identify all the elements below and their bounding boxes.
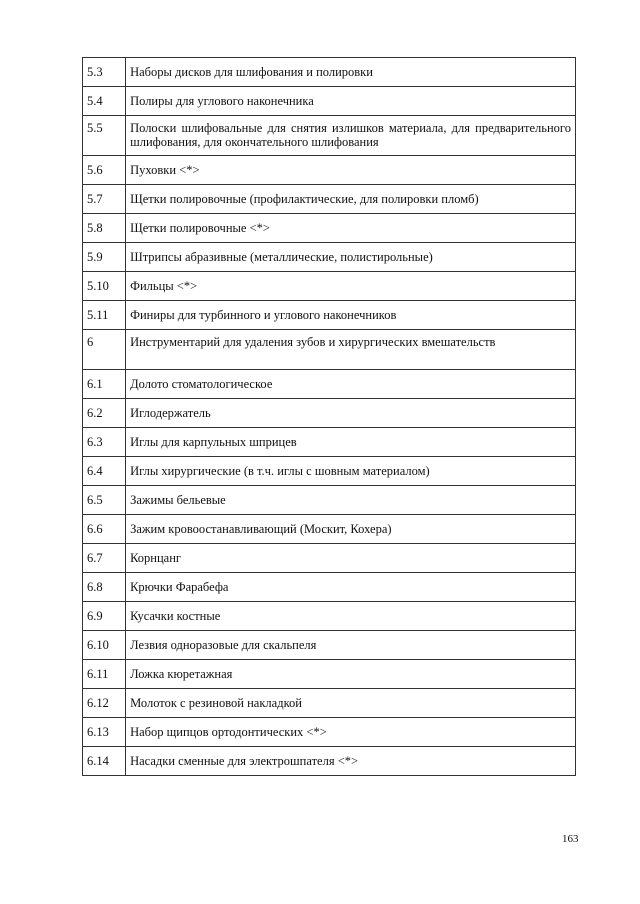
row-number: 6.14 bbox=[83, 747, 126, 776]
row-number: 6.9 bbox=[83, 602, 126, 631]
row-name: Лезвия одноразовые для скальпеля bbox=[126, 631, 576, 660]
row-name: Щетки полировочные (профилактические, для полировки пломб) bbox=[126, 185, 576, 214]
table-row bbox=[83, 515, 576, 544]
row-name: Фильцы <*> bbox=[126, 272, 576, 301]
row-number: 6 bbox=[83, 330, 126, 370]
items-table bbox=[82, 57, 576, 776]
row-name: Кусачки костные bbox=[126, 602, 576, 631]
row-number: 6.5 bbox=[83, 486, 126, 515]
row-name: Иглодержатель bbox=[126, 399, 576, 428]
row-number: 5.5 bbox=[83, 116, 126, 156]
row-name: Иглы хирургические (в т.ч. иглы с шовным материалом) bbox=[126, 457, 576, 486]
row-name: Зажим кровоостанавливающий (Москит, Кохера) bbox=[126, 515, 576, 544]
table-row bbox=[83, 457, 576, 486]
table-row bbox=[83, 660, 576, 689]
row-number: 5.10 bbox=[83, 272, 126, 301]
table-row bbox=[83, 116, 576, 156]
row-name: Щетки полировочные <*> bbox=[126, 214, 576, 243]
row-name: Корнцанг bbox=[126, 544, 576, 573]
table-row bbox=[83, 214, 576, 243]
page-number: 163 bbox=[562, 833, 579, 845]
row-number: 5.7 bbox=[83, 185, 126, 214]
row-number: 6.3 bbox=[83, 428, 126, 457]
document-page bbox=[82, 57, 576, 776]
row-number: 6.8 bbox=[83, 573, 126, 602]
table-row bbox=[83, 631, 576, 660]
row-number: 6.4 bbox=[83, 457, 126, 486]
row-name: Полиры для углового наконечника bbox=[126, 87, 576, 116]
table-row bbox=[83, 486, 576, 515]
table-row bbox=[83, 370, 576, 399]
table-row bbox=[83, 573, 576, 602]
table-row bbox=[83, 330, 576, 370]
table-row bbox=[83, 87, 576, 116]
row-number: 5.3 bbox=[83, 58, 126, 87]
row-name: Молоток с резиновой накладкой bbox=[126, 689, 576, 718]
row-name: Пуховки <*> bbox=[126, 156, 576, 185]
row-name: Штрипсы абразивные (металлические, полистирольные) bbox=[126, 243, 576, 272]
table-row bbox=[83, 301, 576, 330]
row-name: Финиры для турбинного и углового наконечников bbox=[126, 301, 576, 330]
row-number: 6.7 bbox=[83, 544, 126, 573]
row-number: 6.10 bbox=[83, 631, 126, 660]
row-name: Инструментарий для удаления зубов и хирургических вмешательств bbox=[126, 330, 576, 370]
row-number: 6.6 bbox=[83, 515, 126, 544]
table-row bbox=[83, 243, 576, 272]
table-row bbox=[83, 544, 576, 573]
table-row bbox=[83, 428, 576, 457]
row-name: Набор щипцов ортодонтических <*> bbox=[126, 718, 576, 747]
table-row bbox=[83, 689, 576, 718]
row-name: Полоски шлифовальные для снятия излишков материала, для предварительного шлифования, для окончательного шлифования bbox=[126, 116, 576, 156]
table-row bbox=[83, 747, 576, 776]
row-name: Зажимы бельевые bbox=[126, 486, 576, 515]
row-name: Ложка кюретажная bbox=[126, 660, 576, 689]
table-row bbox=[83, 602, 576, 631]
row-name: Наборы дисков для шлифования и полировки bbox=[126, 58, 576, 87]
table-row bbox=[83, 185, 576, 214]
row-number: 6.11 bbox=[83, 660, 126, 689]
row-name: Иглы для карпульных шприцев bbox=[126, 428, 576, 457]
row-number: 5.4 bbox=[83, 87, 126, 116]
table-row bbox=[83, 718, 576, 747]
table-row bbox=[83, 272, 576, 301]
table-row bbox=[83, 58, 576, 87]
row-number: 6.13 bbox=[83, 718, 126, 747]
row-number: 5.6 bbox=[83, 156, 126, 185]
row-number: 6.2 bbox=[83, 399, 126, 428]
row-number: 6.12 bbox=[83, 689, 126, 718]
row-number: 5.9 bbox=[83, 243, 126, 272]
table-row bbox=[83, 399, 576, 428]
row-name: Насадки сменные для электрошпателя <*> bbox=[126, 747, 576, 776]
row-number: 6.1 bbox=[83, 370, 126, 399]
row-name: Долото стоматологическое bbox=[126, 370, 576, 399]
row-number: 5.11 bbox=[83, 301, 126, 330]
row-number: 5.8 bbox=[83, 214, 126, 243]
row-name: Крючки Фарабефа bbox=[126, 573, 576, 602]
table-row bbox=[83, 156, 576, 185]
